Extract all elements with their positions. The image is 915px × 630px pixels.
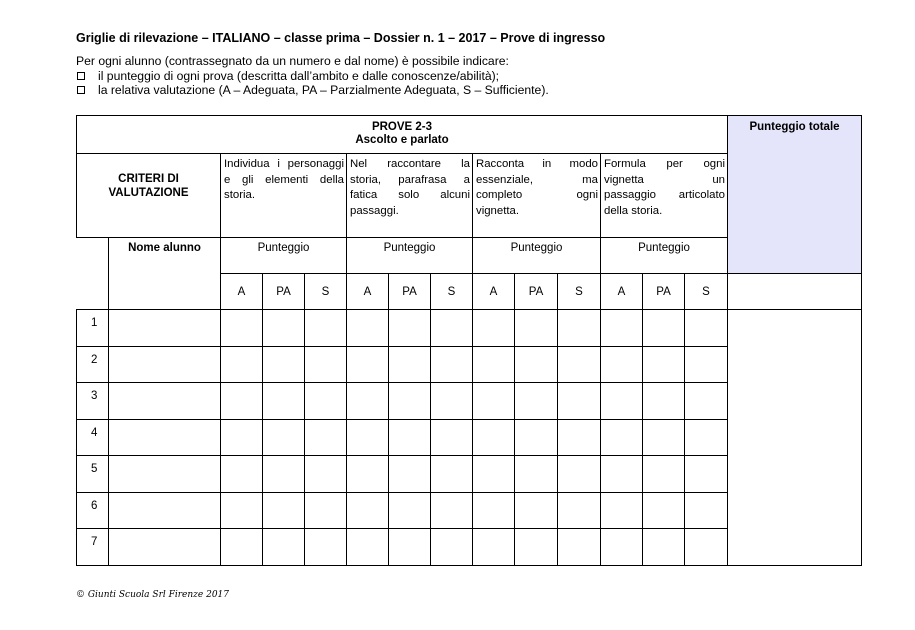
total-cell[interactable] — [728, 419, 862, 456]
score-cell[interactable] — [347, 310, 389, 347]
table-row — [77, 419, 862, 456]
criterion-line: storia. — [224, 189, 256, 202]
score-cell[interactable] — [263, 419, 305, 456]
score-cell[interactable] — [347, 492, 389, 529]
score-cell[interactable] — [558, 346, 601, 383]
score-cell[interactable] — [389, 310, 431, 347]
score-cell[interactable] — [305, 529, 347, 566]
criteria-label-line: CRITERI DI — [118, 173, 179, 185]
score-cell[interactable] — [515, 492, 558, 529]
score-cell[interactable] — [221, 383, 263, 420]
score-cell[interactable] — [685, 383, 728, 420]
score-header: Punteggio — [473, 238, 601, 274]
score-cell[interactable] — [431, 456, 473, 493]
criterion-line: fatica solo alcuni — [350, 189, 470, 202]
score-cell[interactable] — [601, 529, 643, 566]
score-cell[interactable] — [389, 346, 431, 383]
score-cell[interactable] — [473, 383, 515, 420]
page-title: Griglie di rilevazione – ITALIANO – classe prima – Dossier n. 1 – 2017 – Prove di ingresso — [76, 31, 606, 45]
score-cell[interactable] — [601, 492, 643, 529]
bullet-item — [76, 69, 549, 84]
score-cell[interactable] — [558, 529, 601, 566]
total-cell — [728, 274, 862, 310]
criterion-line: completo ogni — [476, 189, 598, 202]
prove-header — [77, 116, 728, 154]
criteria-label — [77, 154, 221, 238]
score-cell[interactable] — [685, 419, 728, 456]
bullet-item — [76, 83, 549, 98]
student-name-cell[interactable] — [109, 492, 221, 529]
row-number: 1 — [77, 310, 109, 347]
score-cell[interactable] — [221, 492, 263, 529]
criterion-line: vignetta un — [604, 173, 725, 186]
grade-pa-header: PA — [389, 274, 431, 310]
score-cell[interactable] — [643, 456, 685, 493]
total-cell[interactable] — [728, 529, 862, 566]
score-header: Punteggio — [221, 238, 347, 274]
total-cell[interactable] — [728, 492, 862, 529]
score-cell[interactable] — [558, 310, 601, 347]
score-cell[interactable] — [431, 419, 473, 456]
grade-s-header: S — [431, 274, 473, 310]
score-header: Punteggio — [347, 238, 473, 274]
score-cell[interactable] — [389, 456, 431, 493]
score-cell[interactable] — [305, 492, 347, 529]
table-row — [77, 492, 862, 529]
grade-a-header: A — [347, 274, 389, 310]
score-cell[interactable] — [685, 456, 728, 493]
score-cell[interactable] — [431, 310, 473, 347]
criteria-label-line: VALUTAZIONE — [108, 187, 189, 199]
score-cell[interactable] — [263, 383, 305, 420]
bullet-text: il punteggio di ogni prova (descritta dall’ambito e dalle conoscenze/abilità); — [98, 68, 500, 83]
criterion-1 — [221, 154, 347, 238]
score-cell[interactable] — [685, 529, 728, 566]
score-cell[interactable] — [643, 529, 685, 566]
checkbox-icon — [77, 86, 85, 94]
grade-s-header: S — [558, 274, 601, 310]
score-cell[interactable] — [473, 492, 515, 529]
score-header: Punteggio — [601, 238, 728, 274]
grade-pa-header: PA — [515, 274, 558, 310]
score-cell[interactable] — [601, 346, 643, 383]
intro-line: Per ogni alunno (contrassegnato da un numero e dal nome) è possibile indicare: — [76, 54, 509, 68]
table-row — [77, 346, 862, 383]
score-cell[interactable] — [347, 419, 389, 456]
score-cell[interactable] — [347, 346, 389, 383]
criterion-2 — [347, 154, 473, 238]
row-number: 7 — [77, 529, 109, 566]
score-cell[interactable] — [558, 492, 601, 529]
score-cell[interactable] — [558, 456, 601, 493]
criterion-line: passaggio articolato — [604, 189, 725, 202]
criterion-line: storia, parafrasa a — [350, 173, 470, 186]
checkbox-icon — [77, 72, 85, 80]
criterion-line: della storia. — [604, 204, 663, 217]
grade-a-header: A — [221, 274, 263, 310]
score-cell[interactable] — [473, 419, 515, 456]
score-cell[interactable] — [473, 456, 515, 493]
score-cell[interactable] — [685, 310, 728, 347]
score-cell[interactable] — [515, 310, 558, 347]
row-number: 3 — [77, 383, 109, 420]
score-cell[interactable] — [263, 529, 305, 566]
intro — [76, 54, 549, 98]
score-cell[interactable] — [515, 456, 558, 493]
evaluation-grid — [76, 115, 862, 566]
score-cell[interactable] — [473, 310, 515, 347]
student-name-cell[interactable] — [109, 346, 221, 383]
score-cell[interactable] — [431, 529, 473, 566]
student-name-cell[interactable] — [109, 456, 221, 493]
footer-copyright: © Giunti Scuola Srl Firenze 2017 — [76, 590, 229, 600]
score-cell[interactable] — [601, 310, 643, 347]
score-cell[interactable] — [305, 310, 347, 347]
row-number: 6 — [77, 492, 109, 529]
score-cell[interactable] — [515, 383, 558, 420]
score-cell[interactable] — [601, 383, 643, 420]
score-cell[interactable] — [305, 346, 347, 383]
row-number: 5 — [77, 456, 109, 493]
table-row — [77, 456, 862, 493]
score-cell[interactable] — [431, 346, 473, 383]
score-cell[interactable] — [263, 310, 305, 347]
score-cell[interactable] — [558, 419, 601, 456]
grade-a-header: A — [473, 274, 515, 310]
total-cell[interactable] — [728, 310, 862, 347]
criterion-line: vignetta. — [476, 204, 520, 217]
score-cell[interactable] — [347, 383, 389, 420]
score-cell[interactable] — [221, 419, 263, 456]
total-cell[interactable] — [728, 346, 862, 383]
student-name-cell[interactable] — [109, 529, 221, 566]
score-cell[interactable] — [643, 383, 685, 420]
total-score-header: Punteggio totale — [728, 116, 862, 274]
row-number: 4 — [77, 419, 109, 456]
table-row — [77, 310, 862, 347]
score-cell[interactable] — [643, 419, 685, 456]
score-cell[interactable] — [643, 310, 685, 347]
score-cell[interactable] — [221, 456, 263, 493]
score-cell[interactable] — [558, 383, 601, 420]
score-cell[interactable] — [601, 456, 643, 493]
score-cell[interactable] — [643, 346, 685, 383]
score-cell[interactable] — [473, 529, 515, 566]
criterion-line: Formula per ogni — [604, 158, 725, 170]
student-name-cell[interactable] — [109, 310, 221, 347]
table-row — [77, 529, 862, 566]
table-row — [77, 383, 862, 420]
criterion-line: essenziale, ma — [476, 173, 598, 186]
bullet-text: la relativa valutazione (A – Adeguata, PA – Parzialmente Adeguata, S – Sufficiente). — [98, 83, 549, 97]
grade-pa-header: PA — [643, 274, 685, 310]
score-cell[interactable] — [643, 492, 685, 529]
grade-pa-header: PA — [263, 274, 305, 310]
score-cell[interactable] — [305, 383, 347, 420]
total-cell[interactable] — [728, 456, 862, 493]
score-cell[interactable] — [601, 419, 643, 456]
criterion-line: passaggi. — [350, 204, 399, 217]
score-cell[interactable] — [347, 456, 389, 493]
name-header: Nome alunno — [109, 238, 221, 310]
student-name-cell[interactable] — [109, 419, 221, 456]
score-cell[interactable] — [347, 529, 389, 566]
row-number: 2 — [77, 346, 109, 383]
criterion-4 — [601, 154, 728, 238]
score-cell[interactable] — [305, 419, 347, 456]
criterion-line: e gli elementi della — [224, 173, 344, 186]
score-cell[interactable] — [389, 529, 431, 566]
criterion-3 — [473, 154, 601, 238]
total-cell[interactable] — [728, 383, 862, 420]
score-cell[interactable] — [515, 419, 558, 456]
score-cell[interactable] — [221, 346, 263, 383]
score-cell[interactable] — [263, 492, 305, 529]
prove-subtitle: Ascolto e parlato — [355, 134, 449, 146]
score-cell[interactable] — [473, 346, 515, 383]
score-cell[interactable] — [305, 456, 347, 493]
score-cell[interactable] — [389, 383, 431, 420]
criterion-line: Racconta in modo — [476, 158, 598, 170]
score-cell[interactable] — [431, 492, 473, 529]
student-name-cell[interactable] — [109, 383, 221, 420]
criterion-line: Nel raccontare la — [350, 158, 470, 170]
score-cell[interactable] — [685, 492, 728, 529]
score-cell[interactable] — [685, 346, 728, 383]
score-cell[interactable] — [389, 419, 431, 456]
score-cell[interactable] — [515, 346, 558, 383]
number-header — [77, 238, 109, 310]
grade-a-header: A — [601, 274, 643, 310]
criterion-line: Individua i personaggi — [224, 158, 344, 170]
prove-title: PROVE 2-3 — [371, 121, 433, 133]
grade-s-header: S — [685, 274, 728, 310]
score-cell[interactable] — [431, 383, 473, 420]
score-cell[interactable] — [221, 529, 263, 566]
grade-s-header: S — [305, 274, 347, 310]
score-cell[interactable] — [221, 310, 263, 347]
score-cell[interactable] — [263, 346, 305, 383]
score-cell[interactable] — [515, 529, 558, 566]
score-cell[interactable] — [263, 456, 305, 493]
score-cell[interactable] — [389, 492, 431, 529]
